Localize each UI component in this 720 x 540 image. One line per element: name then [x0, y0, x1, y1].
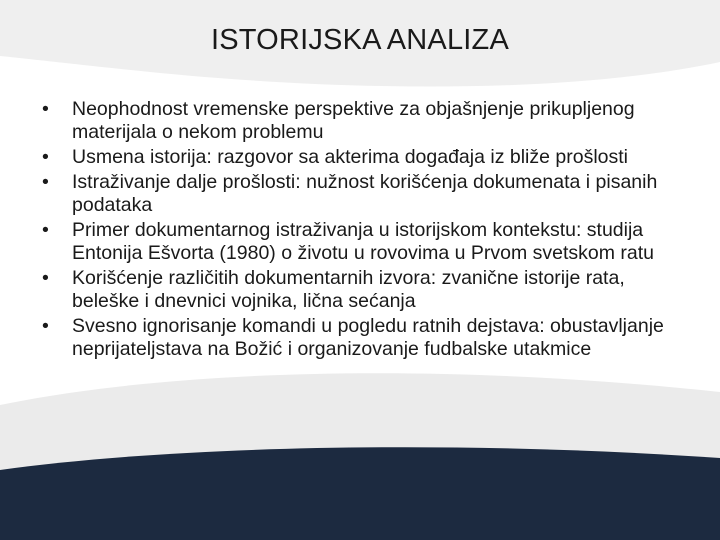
bullet-list — [42, 98, 682, 363]
slide-title: ISTORIJSKA ANALIZA — [210, 24, 509, 56]
bullet-item — [42, 146, 682, 169]
bullet-dot: • — [42, 146, 49, 168]
bullet-item — [42, 98, 682, 144]
bottom-dark-band — [0, 447, 720, 540]
bullet-item — [42, 267, 682, 313]
bullet-text: Usmena istorija: razgovor sa akterima događaja iz bliže prošlosti — [72, 146, 628, 168]
bullet-dot: • — [42, 315, 49, 337]
bullet-text: Korišćenje različitih dokumentarnih izvora: zvanične istorije rata, beleške i dnevnici vojnika, lična sećanja — [72, 267, 625, 312]
bullet-item — [42, 219, 682, 265]
bullet-text: Primer dokumentarnog istraživanja u istorijskom kontekstu: studija Entonija Ešvorta (1980) o životu u rovovima u Prvom svetskom ratu — [72, 219, 654, 264]
bullet-dot: • — [42, 219, 49, 241]
bullet-text: Svesno ignorisanje komandi u pogledu ratnih dejstava: obustavljanje neprijateljstava na Božić i organizovanje fudbalske utakmice — [72, 315, 664, 360]
bullet-item — [42, 315, 682, 361]
bullet-dot: • — [42, 267, 49, 289]
bullet-item — [42, 171, 682, 217]
bullet-text: Neophodnost vremenske perspektive za objašnjenje prikupljenog materijala o nekom problemu — [72, 98, 635, 143]
bullet-dot: • — [42, 98, 49, 120]
bullet-dot: • — [42, 171, 49, 193]
bullet-text: Istraživanje dalje prošlosti: nužnost korišćenja dokumenata i pisanih podataka — [72, 171, 658, 216]
